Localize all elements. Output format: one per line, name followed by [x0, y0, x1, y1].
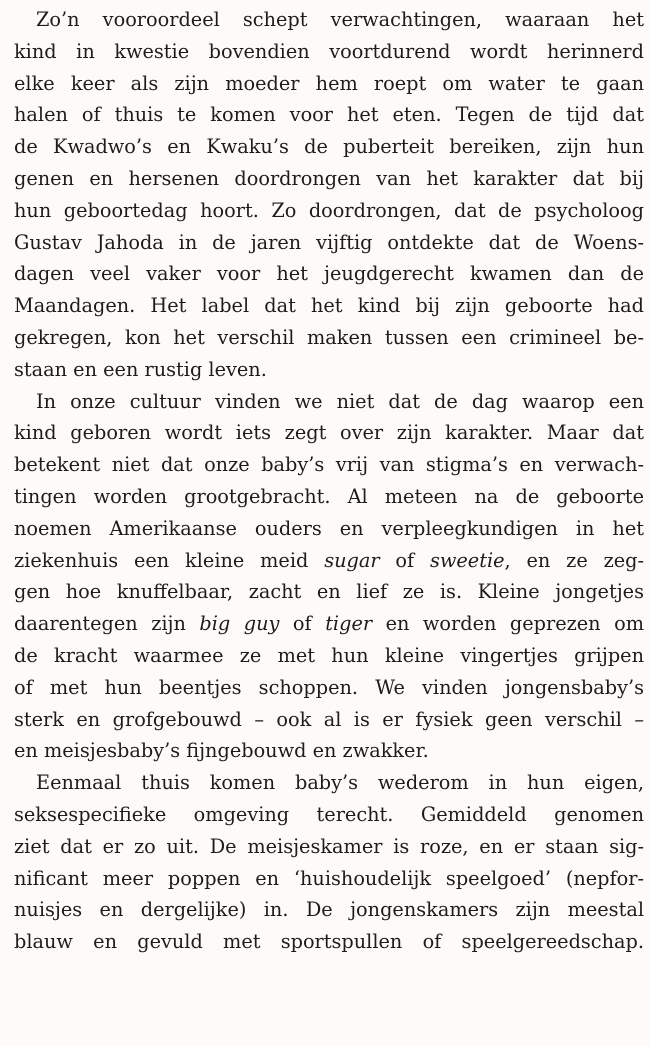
text-segment: de Kwadwo’s en Kwaku’s de puberteit bereiken, zijn hun [14, 135, 644, 159]
text-line [14, 386, 644, 418]
text-segment: halen of thuis te komen voor het eten. Tegen de tijd dat [14, 103, 644, 127]
text-segment: sterk en grofgebouwd – ook al is er fysiek geen verschil – [14, 707, 644, 731]
text-segment: en worden geprezen om [372, 612, 644, 636]
text-segment: Zo’n vooroordeel schept verwachtingen, waaraan het [36, 8, 644, 31]
text-segment: of [279, 612, 326, 636]
text-line [14, 863, 644, 895]
text-segment: Maandagen. Het label dat het kind bij zijn geboorte had [14, 294, 644, 318]
text-line [14, 894, 644, 926]
text-line [14, 322, 644, 354]
text-line [14, 513, 644, 545]
text-line [14, 608, 644, 640]
text-line [14, 576, 644, 608]
text-segment: betekent niet dat onze baby’s vrij van stigma’s en verwach- [14, 453, 644, 477]
italic-term: sweetie [429, 548, 505, 572]
text-line [14, 227, 644, 259]
text-line [14, 449, 644, 481]
text-segment: ziekenhuis een kleine meid [14, 548, 325, 572]
text-line [14, 417, 644, 449]
text-line [14, 99, 644, 131]
body-text [14, 4, 644, 958]
text-line [14, 4, 644, 36]
text-segment: de kracht waarmee ze met hun kleine vingertjes grijpen [14, 643, 644, 667]
text-segment: nificant meer poppen en ‘huishoudelijk speelgoed’ (nepfor- [14, 866, 644, 890]
paragraph [14, 386, 644, 768]
text-line [14, 799, 644, 831]
text-segment: Eenmaal thuis komen baby’s wederom in hun eigen, [36, 771, 644, 795]
text-line [14, 640, 644, 672]
text-line [14, 481, 644, 513]
text-line [14, 672, 644, 704]
italic-term: tiger [325, 612, 373, 636]
text-segment: genen en hersenen doordrongen van het karakter dat bij [14, 166, 644, 190]
text-line [14, 926, 644, 958]
text-segment: blauw en gevuld met sportspullen of speelgereedschap. [14, 930, 644, 954]
text-line [14, 195, 644, 227]
text-segment: seksespecifieke omgeving terecht. Gemiddeld genomen [14, 802, 644, 826]
text-segment: , en ze zeg- [504, 548, 644, 572]
text-segment: elke keer als zijn moeder hem roept om water te gaan [14, 71, 644, 95]
text-segment: of [379, 548, 430, 572]
text-line [14, 354, 644, 386]
text-segment: staan en een rustig leven. [14, 357, 267, 381]
text-segment: ziet dat er zo uit. De meisjeskamer is roze, en er staan sig- [14, 834, 644, 858]
text-line [14, 163, 644, 195]
text-segment: of met hun beentjes schoppen. We vinden jongensbaby’s [14, 675, 644, 699]
text-line [14, 545, 644, 577]
text-line [14, 68, 644, 100]
text-segment: Gustav Jahoda in de jaren vijftig ontdekte dat de Woens- [14, 230, 644, 254]
text-segment: In onze cultuur vinden we niet dat de dag waarop een [36, 389, 644, 413]
text-line [14, 36, 644, 68]
text-segment: gen hoe knuffelbaar, zacht en lief ze is. Kleine jongetjes [14, 580, 644, 604]
text-segment: noemen Amerikaanse ouders en verpleegkundigen in het [14, 516, 644, 540]
text-segment: daarentegen zijn [14, 612, 200, 636]
italic-term: big guy [199, 612, 280, 636]
text-line [14, 258, 644, 290]
text-segment: en meisjesbaby’s fijngebouwd en zwakker. [14, 739, 429, 763]
paragraph [14, 767, 644, 958]
text-segment: tingen worden grootgebracht. Al meteen na de geboorte [14, 484, 644, 508]
text-line [14, 735, 644, 767]
text-line [14, 704, 644, 736]
text-line [14, 131, 644, 163]
text-line [14, 290, 644, 322]
text-segment: kind in kwestie bovendien voortdurend wordt herinnerd [14, 39, 644, 63]
paragraph [14, 4, 644, 386]
text-line [14, 767, 644, 799]
italic-term: sugar [324, 548, 380, 572]
text-segment: dagen veel vaker voor het jeugdgerecht kwamen dan de [14, 262, 644, 286]
text-segment: hun geboortedag hoort. Zo doordrongen, dat de psycholoog [14, 198, 644, 222]
text-line [14, 831, 644, 863]
text-segment: nuisjes en dergelijke) in. De jongenskamers zijn meestal [14, 898, 644, 922]
text-segment: kind geboren wordt iets zegt over zijn karakter. Maar dat [14, 421, 644, 445]
text-segment: gekregen, kon het verschil maken tussen een crimineel be- [14, 325, 644, 349]
